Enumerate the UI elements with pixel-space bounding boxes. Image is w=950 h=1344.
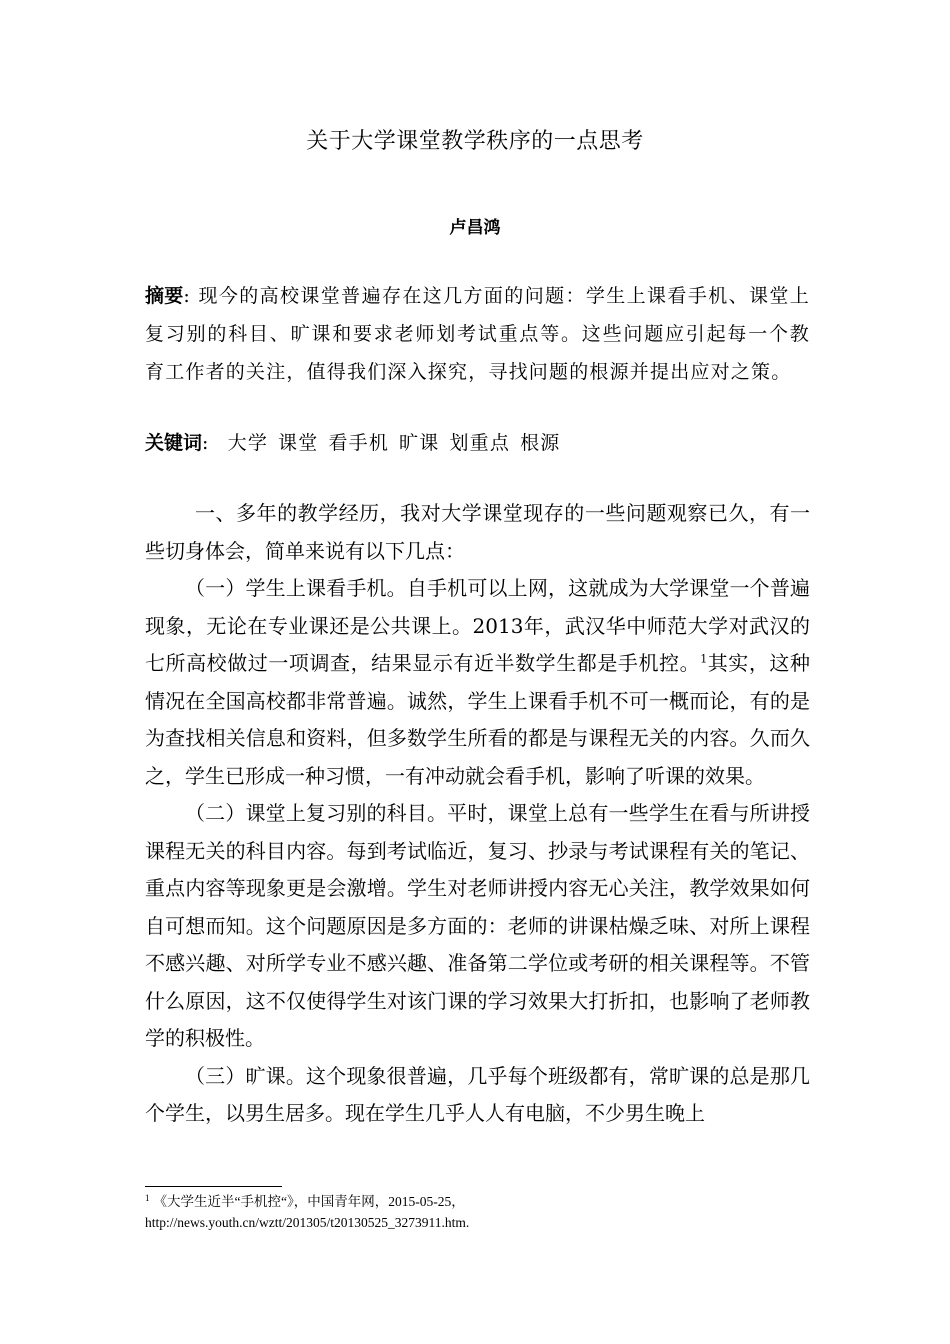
body-paragraph-truancy: （三）旷课。这个现象很普遍，几乎每个班级都有，常旷课的总是那几个学生，以男生居多。现在学生几乎人人有电脑，不少男生晚上 — [145, 1063, 810, 1125]
paragraph-text: （一）学生上课看手机。自手机可以上网，这就成为大学课堂一个普遍现象，无论在专业课还是公共课上。2013年，武汉华中师范大学对武汉的七所高校做过一项调查，结果显示有近半数学生都是手机控。 — [145, 576, 810, 675]
footnote-divider — [145, 1186, 282, 1187]
footnote-citation: 《大学生近半“手机控“》，中国青年网，2015-05-25， — [153, 1194, 465, 1209]
body-paragraph-intro: 一、多年的教学经历，我对大学课堂现存的一些问题观察已久，有一些切身体会，简单来说有以下几点： — [145, 501, 810, 563]
keyword-item: 划重点 — [449, 432, 511, 454]
keywords-label: 关键词 — [145, 432, 203, 454]
footnote-number: 1 — [145, 1192, 150, 1203]
paragraph-text: 其实，这种情况在全国高校都非常普遍。诚然，学生上课看手机不可一概而论，有的是为查找相关信息和资料，但多数学生所看的都是与课程无关的内容。久而久之，学生已形成一种习惯，一有冲动就会看手机，影响了听课的效果。 — [145, 651, 810, 788]
keywords-colon: : — [202, 432, 210, 454]
abstract-label: 摘要 — [145, 285, 184, 307]
body-paragraph-other-subjects: （二）课堂上复习别的科目。平时，课堂上总有一些学生在看与所讲授课程无关的科目内容。每到考试临近，复习、抄录与考试课程有关的笔记、重点内容等现象更是会激增。学生对老师讲授内容无心关注，教学效果如何自可想而知。这个问题原因是多方面的：老师的讲课枯燥乏味、对所上课程不感兴趣、对所学专业不感兴趣、准备第二学位或考研的相关课程等。不管什么原因，这不仅使得学生对该门课的学习效果大打折扣，也影响了老师教学的积极性。 — [145, 801, 810, 1050]
keyword-item: 根源 — [520, 432, 561, 454]
author-name: 卢昌鸿 — [449, 218, 501, 238]
keyword-item: 看手机 — [328, 432, 390, 454]
footnote-reference[interactable]: 1 — [700, 652, 708, 666]
footnote — [145, 1191, 825, 1233]
keyword-item: 课堂 — [278, 432, 319, 454]
footnote-url[interactable]: http://news.youth.cn/wztt/201305/t20130525_3273911.htm. — [145, 1215, 470, 1230]
body-paragraph-phones — [145, 570, 810, 795]
footnote-line — [145, 1191, 825, 1212]
keywords — [145, 424, 810, 462]
body-text — [145, 495, 810, 1133]
abstract-text: 现今的高校课堂普遍存在这几方面的问题：学生上课看手机、课堂上复习别的科目、旷课和要求老师划考试重点等。这些问题应引起每一个教育工作者的关注，值得我们深入探究，寻找问题的根源并提出应对之策。 — [145, 285, 810, 383]
abstract — [145, 277, 810, 391]
keyword-item: 大学 — [227, 432, 269, 454]
keyword-item: 旷课 — [399, 432, 440, 454]
document-title: 关于大学课堂教学秩序的一点思考 — [306, 129, 644, 154]
abstract-colon: : — [183, 285, 191, 307]
